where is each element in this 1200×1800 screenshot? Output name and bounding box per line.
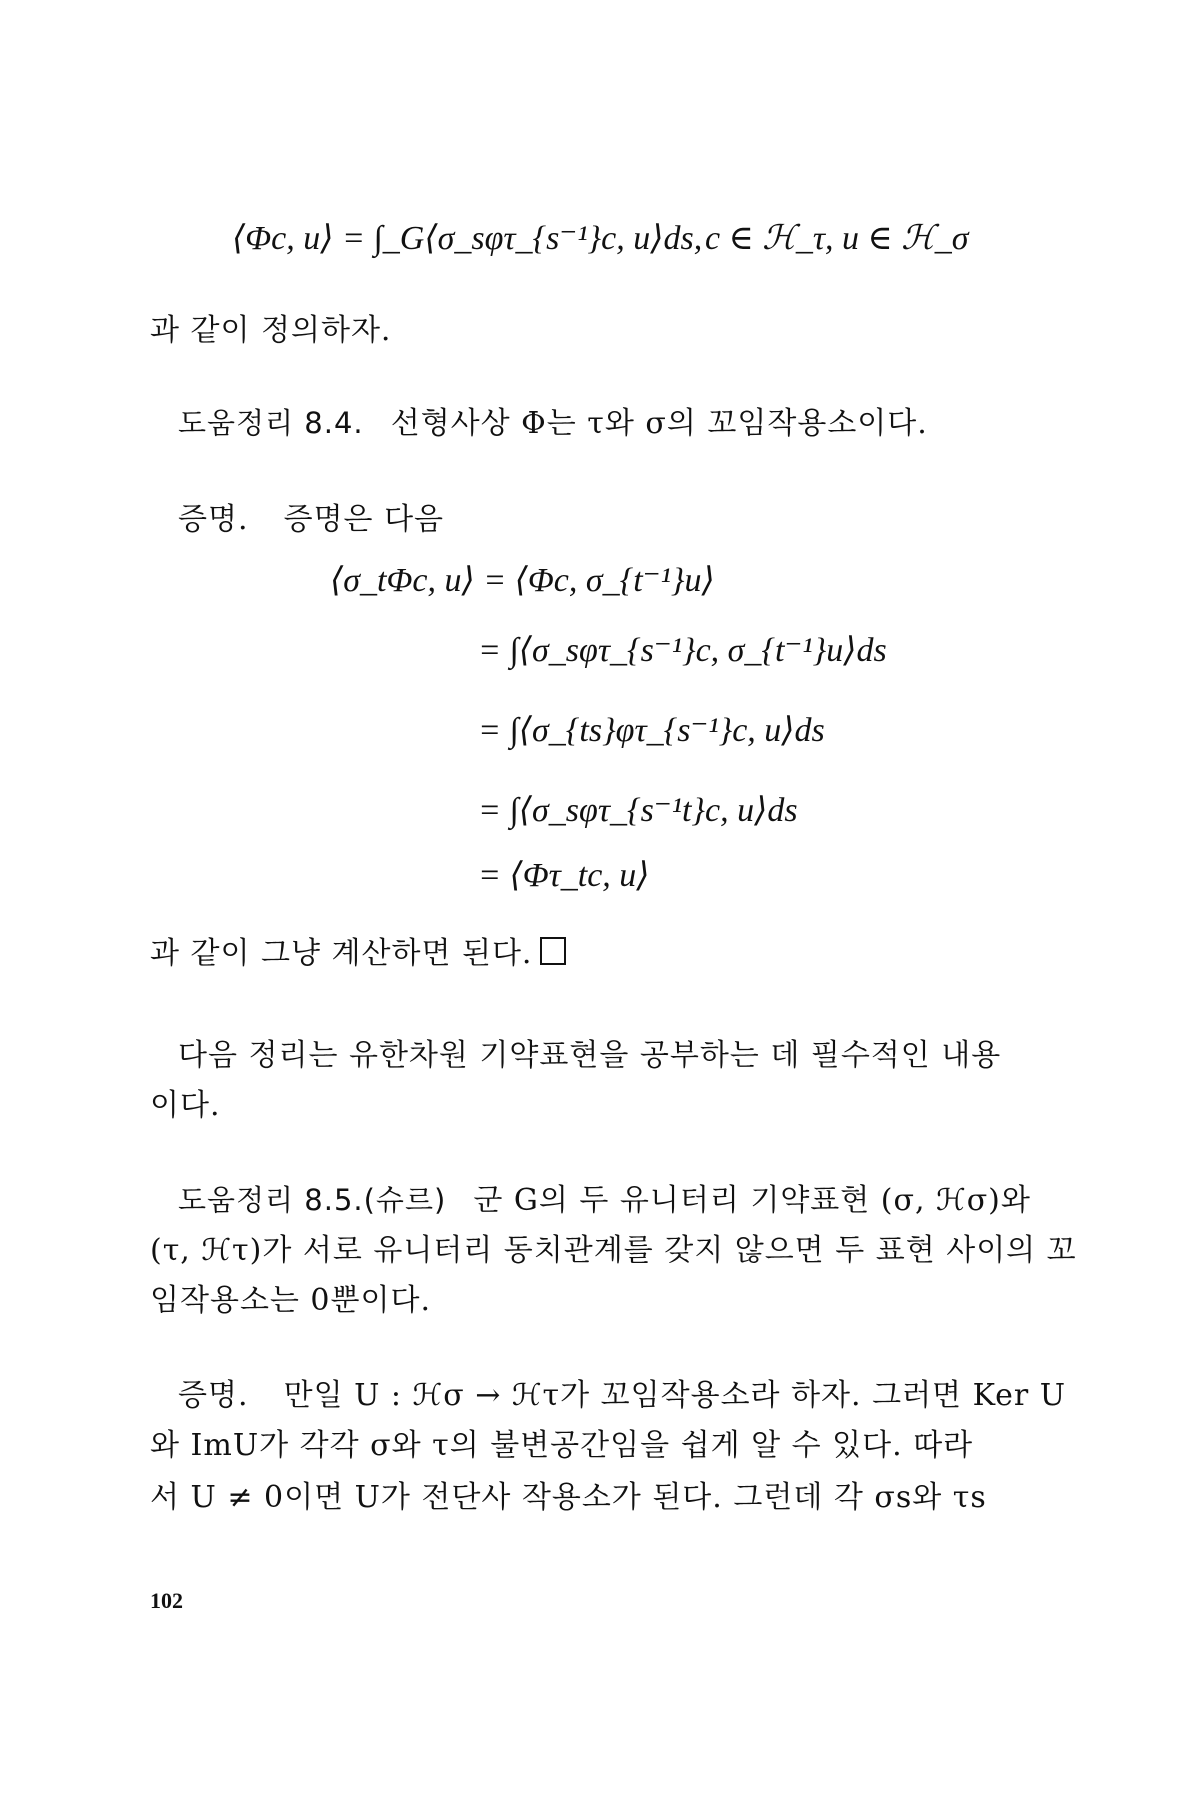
lemma-8-4 — [178, 398, 928, 442]
proof-end — [150, 928, 566, 972]
define-end-text: 과 같이 정의하자. — [150, 313, 392, 348]
proof2-line-1: 만일 U : ℋσ → ℋτ가 꼬임작용소라 하자. 그러면 Ker U — [283, 1378, 1067, 1413]
lemma-8-4-text: 선형사상 Φ는 τ와 σ의 꼬임작용소이다. — [390, 406, 928, 441]
definition-condition-text: c ∈ ℋ_τ, u ∈ ℋ_σ — [705, 220, 969, 257]
lemma-8-5-label: 도움정리 8.5.(슈르) — [178, 1183, 447, 1217]
proof-line-2: = ∫⟨σ_sφτ_{s⁻¹}c, σ_{t⁻¹}u⟩ds — [478, 632, 887, 669]
proof-line-4: = ∫⟨σ_sφτ_{s⁻¹t}c, u⟩ds — [478, 792, 798, 829]
lemma-8-5-line-1: 군 G의 두 유니터리 기약표현 (σ, ℋσ)와 — [473, 1183, 1031, 1218]
proof-line-5: = ⟨Φτ_tc, u⟩ — [478, 857, 650, 894]
next-text-line-2: 이다. — [150, 1088, 221, 1123]
proof2-line-3: 서 U ≠ 0이면 U가 전단사 작용소가 된다. 그런데 각 σs와 τs — [150, 1480, 987, 1515]
proof2-label: 증명. — [178, 1378, 249, 1413]
page-number: 102 — [150, 1588, 183, 1613]
proof-end-text: 과 같이 그냥 계산하면 된다. — [150, 936, 533, 971]
lemma-8-5-line-2: (τ, ℋτ)가 서로 유니터리 동치관계를 갖지 않으면 두 표현 사이의 꼬 — [150, 1233, 1077, 1268]
definition-equation — [232, 218, 702, 258]
proof2-line-2: 와 ImU가 각각 σ와 τ의 불변공간임을 쉽게 알 수 있다. 따라 — [150, 1428, 974, 1463]
lemma-8-5-first-line — [178, 1175, 1031, 1219]
definition-condition — [705, 218, 969, 258]
definition-equation-text: ⟨Φc, u⟩ = ∫_G⟨σ_sφτ_{s⁻¹}c, u⟩ds, — [232, 220, 703, 257]
proof-intro-text: 증명은 다음 — [283, 502, 445, 537]
proof-intro — [178, 494, 444, 538]
proof-line-3: = ∫⟨σ_{ts}φτ_{s⁻¹}c, u⟩ds — [478, 712, 825, 749]
proof-line-1: ⟨σ_tΦc, u⟩ = ⟨Φc, σ_{t⁻¹}u⟩ — [330, 562, 715, 599]
next-text-line-1: 다음 정리는 유한차원 기약표현을 공부하는 데 필수적인 내용 — [178, 1038, 1002, 1073]
proof2-first-line — [178, 1370, 1066, 1414]
qed-box-icon — [540, 937, 566, 965]
lemma-8-4-label: 도움정리 8.4. — [178, 406, 364, 440]
proof-label: 증명. — [178, 502, 249, 537]
lemma-8-5-line-3: 임작용소는 0뿐이다. — [150, 1283, 431, 1318]
